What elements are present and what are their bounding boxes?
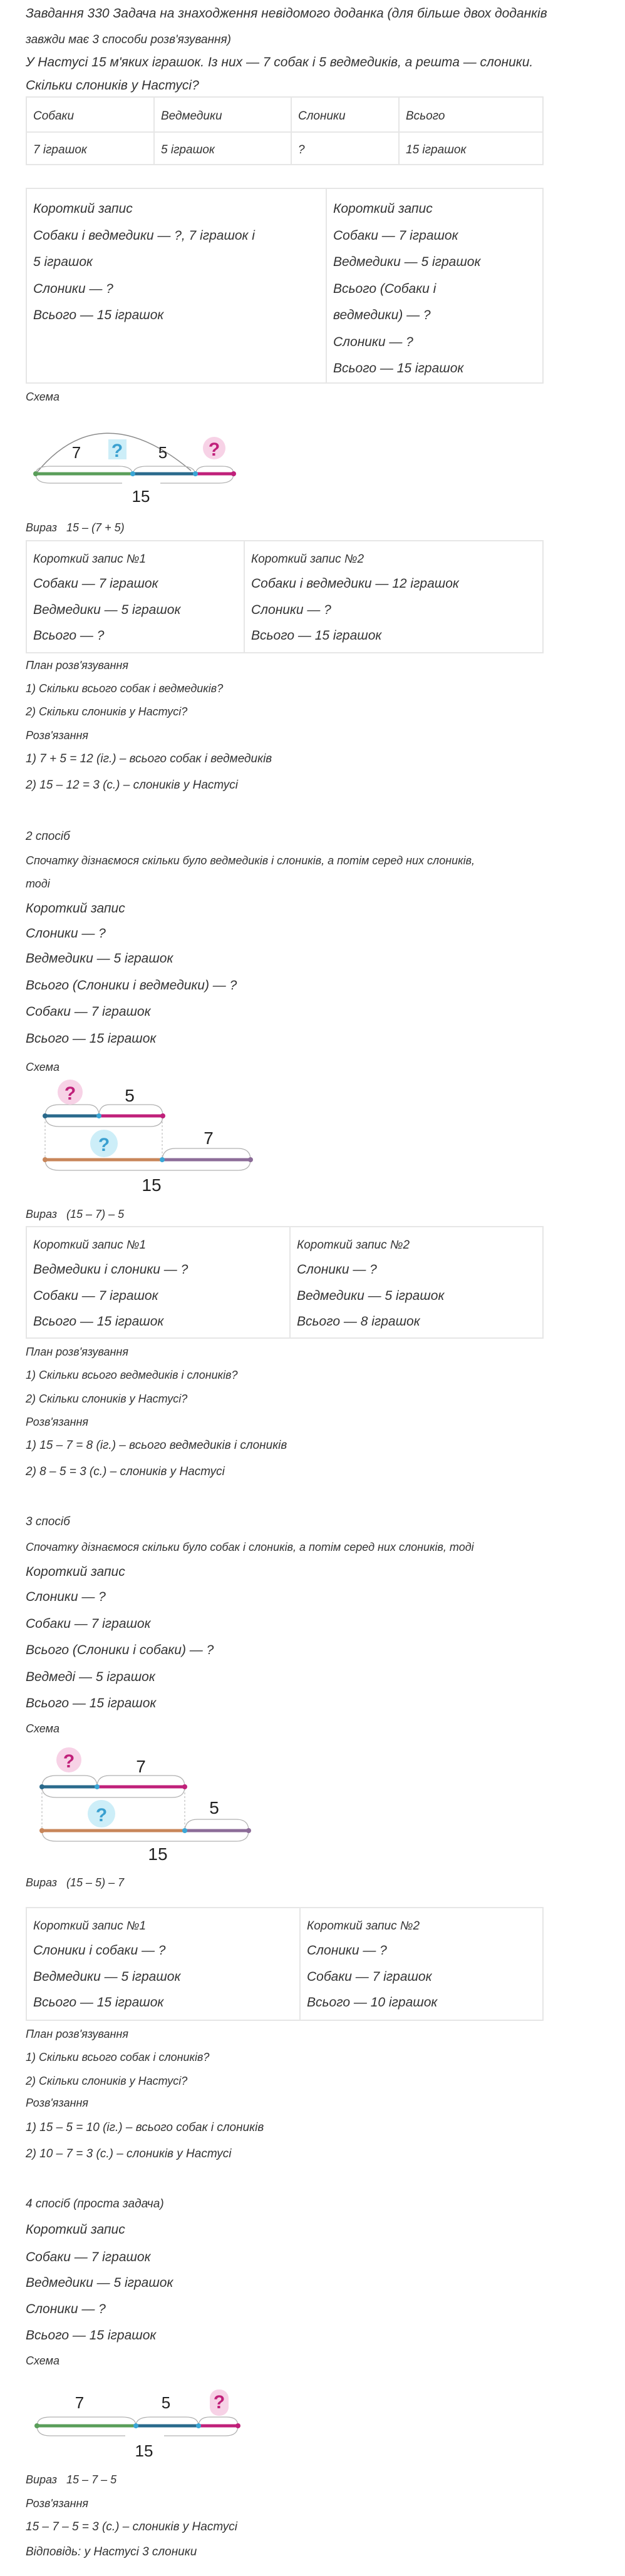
whole-label: 15 xyxy=(135,2441,153,2460)
whole-label: 15 xyxy=(148,1844,168,1864)
expression xyxy=(26,2472,116,2487)
note-line: Ведмедики і слоники — ? xyxy=(33,1262,189,1277)
note-line: Всього — 15 іграшок xyxy=(33,1995,164,2010)
note-line: Короткий запис xyxy=(26,1565,125,1579)
plan-step: 1) Скільки всього ведмедиків і слоників? xyxy=(26,1369,238,1381)
note-line: Собаки — 7 іграшок xyxy=(26,1617,151,1631)
table-cell: ? xyxy=(298,143,305,156)
note-line: Собаки — 7 іграшок xyxy=(333,228,458,243)
segment-scheme-4 xyxy=(0,2378,263,2466)
note-line: Всього — ? xyxy=(33,628,105,643)
note-line: Короткий запис №1 xyxy=(33,553,147,566)
segment-scheme-1 xyxy=(0,407,263,513)
note-line: Ведмедики — 5 іграшок xyxy=(33,603,181,617)
plan-step: 2) Скільки слоників у Настусі? xyxy=(26,705,188,718)
expression-value: 15 – 7 – 5 xyxy=(66,2473,117,2486)
note-line: Всього (Слоники і ведмедики) — ? xyxy=(26,978,237,993)
solution-step: 1) 15 – 7 = 8 (іг.) – всього ведмедиків і слоників xyxy=(26,1439,287,1452)
note-line: Собаки — 7 іграшок xyxy=(26,2250,151,2264)
note-line: Слоники — ? xyxy=(26,926,106,941)
short-notes-box xyxy=(26,188,544,384)
note-line: Ведмедики — 5 іграшок xyxy=(297,1289,445,1303)
table-cell: 7 іграшок xyxy=(33,143,87,156)
scheme-label: Схема xyxy=(26,1061,59,1073)
short-notes-table xyxy=(26,1226,544,1339)
table-cell: 15 іграшок xyxy=(406,143,467,156)
solution-label: Розв'язання xyxy=(26,729,89,742)
note-line: Слоники — ? xyxy=(333,335,413,349)
table-header: Ведмедики xyxy=(161,110,222,123)
note-line: Слоники — ? xyxy=(297,1262,377,1277)
note-line: Всього — 15 іграшок xyxy=(333,361,464,376)
table-header: Всього xyxy=(406,110,445,123)
note-line: Короткий запис №2 xyxy=(251,553,364,566)
expression xyxy=(26,1207,124,1222)
note-line: Всього — 10 іграшок xyxy=(307,1995,438,2010)
solution-label: Розв'язання xyxy=(26,2097,89,2109)
table-header: Собаки xyxy=(33,110,75,123)
short-notes-table xyxy=(26,1907,544,2021)
note-line: Ведмеді — 5 іграшок xyxy=(26,1670,155,1684)
note-line: 5 іграшок xyxy=(33,255,93,269)
task-title-continued: завжди має 3 способи розв'язування) xyxy=(26,33,231,46)
segment-label: 7 xyxy=(75,2393,85,2412)
plan-step: 2) Скільки слоників у Настусі? xyxy=(26,2075,188,2087)
expression-label: Вираз xyxy=(26,1876,58,1889)
method-title: 4 спосіб (проста задача) xyxy=(26,2197,164,2211)
note-line: Всього — 15 іграшок xyxy=(26,1031,157,1046)
unknown-mark: ? xyxy=(95,1805,108,1826)
unknown-mark: ? xyxy=(64,1083,76,1104)
segment-label: 5 xyxy=(209,1798,219,1817)
note-line: ведмедики) — ? xyxy=(333,308,431,322)
solution-step: 2) 10 – 7 = 3 (с.) – слоників у Настусі xyxy=(26,2147,232,2160)
expression-label: Вираз xyxy=(26,521,58,534)
segment-label: 7 xyxy=(71,443,81,462)
problem-question: Скільки слоників у Настусі? xyxy=(26,78,199,93)
solution-step: 2) 8 – 5 = 3 (с.) – слоників у Настусі xyxy=(26,1465,225,1478)
note-line: Всього — 15 іграшок xyxy=(33,1314,164,1329)
expression-label: Вираз xyxy=(26,1208,58,1220)
unknown-mark: ? xyxy=(208,439,220,460)
segment-label: 7 xyxy=(136,1757,146,1776)
note-line: Всього — 15 іграшок xyxy=(26,2328,157,2343)
expression xyxy=(26,520,125,535)
scheme-label: Схема xyxy=(26,391,59,403)
problem-text: У Настусі 15 м'яких іграшок. Із них — 7 собак і 5 ведмедиків, а решта — слоники. xyxy=(26,55,534,69)
table-cell: 5 іграшок xyxy=(161,143,215,156)
whole-label: 15 xyxy=(142,1175,162,1195)
unknown-mark: ? xyxy=(98,1135,110,1155)
note-line: Короткий запис xyxy=(26,2222,125,2237)
expression-value: (15 – 5) – 7 xyxy=(66,1876,125,1889)
note-line: Короткий запис №2 xyxy=(297,1239,410,1252)
expression-value: (15 – 7) – 5 xyxy=(66,1208,125,1220)
note-line: Всього (Собаки і xyxy=(333,282,436,296)
unknown-mark: ? xyxy=(111,441,123,461)
plan-label: План розв'язування xyxy=(26,1346,128,1358)
segment-label: 5 xyxy=(161,2393,171,2412)
method-title: 3 спосіб xyxy=(26,1515,70,1528)
solution-step: 2) 15 – 12 = 3 (с.) – слоників у Настусі xyxy=(26,779,239,792)
note-line: Слоники — ? xyxy=(251,603,331,617)
solution-label: Розв'язання xyxy=(26,2497,89,2510)
note-line: Всього — 15 іграшок xyxy=(33,308,164,322)
note-line: Короткий запис xyxy=(333,202,433,216)
note-line: Короткий запис №1 xyxy=(33,1239,147,1252)
note-line: Всього (Слоники і собаки) — ? xyxy=(26,1643,214,1657)
note-line: Собаки — 7 іграшок xyxy=(33,1289,158,1303)
plan-label: План розв'язування xyxy=(26,659,128,672)
note-line: Ведмедики — 5 іграшок xyxy=(33,1970,181,1984)
short-notes-table xyxy=(26,540,544,653)
plan-step: 1) Скільки всього собак і ведмедиків? xyxy=(26,682,224,695)
note-line: Всього — 15 іграшок xyxy=(251,628,382,643)
data-table xyxy=(26,96,544,165)
unknown-mark: ? xyxy=(213,2392,225,2413)
note-line: Короткий запис xyxy=(26,901,125,916)
note-line: Собаки і ведмедики — ?, 7 іграшок і xyxy=(33,228,255,243)
plan-step: 1) Скільки всього собак і слоників? xyxy=(26,2051,210,2063)
note-line: Собаки — 7 іграшок xyxy=(307,1970,432,1984)
expression xyxy=(26,1875,124,1890)
note-line: Слоники — ? xyxy=(26,2302,106,2316)
solution-step: 1) 7 + 5 = 12 (іг.) – всього собак і ведмедиків xyxy=(26,752,272,765)
note-line: Короткий запис xyxy=(33,202,133,216)
plan-label: План розв'язування xyxy=(26,2028,128,2040)
note-line: Собаки — 7 іграшок xyxy=(33,576,158,591)
method-intro: Спочатку дізнаємося скільки було собак і слоників, а потім серед них слоників, тоді xyxy=(26,1541,474,1553)
segment-label: 5 xyxy=(125,1086,135,1105)
solution-label: Розв'язання xyxy=(26,1416,89,1428)
unknown-mark: ? xyxy=(63,1751,75,1772)
segment-label: 5 xyxy=(158,443,168,462)
note-line: Собаки і ведмедики — 12 іграшок xyxy=(251,576,459,591)
note-line: Слоники — ? xyxy=(33,282,113,296)
segment-scheme-3 xyxy=(0,1740,276,1865)
segment-label: 7 xyxy=(204,1128,214,1148)
note-line: Всього — 15 іграшок xyxy=(26,1696,157,1710)
scheme-label: Схема xyxy=(26,2354,59,2367)
note-line: Слоники і собаки — ? xyxy=(33,1943,166,1958)
note-line: Короткий запис №2 xyxy=(307,1919,420,1933)
answer: Відповідь: у Настусі 3 слоники xyxy=(26,2545,197,2558)
plan-step: 2) Скільки слоників у Настусі? xyxy=(26,1393,188,1405)
method-intro: Спочатку дізнаємося скільки було ведмедиків і слоників, а потім серед них слоників, xyxy=(26,854,475,867)
note-line: Слоники — ? xyxy=(307,1943,387,1958)
solution-step: 15 – 7 – 5 = 3 (с.) – слоників у Настусі xyxy=(26,2520,237,2533)
method-intro: тоді xyxy=(26,877,50,890)
task-title: Завдання 330 Задача на знаходження невідомого доданка (для більше двох доданків xyxy=(26,6,547,21)
expression-value: 15 – (7 + 5) xyxy=(66,521,125,534)
segment-scheme-2 xyxy=(0,1076,276,1202)
whole-label: 15 xyxy=(132,487,150,506)
table-header: Слоники xyxy=(298,110,346,123)
solution-step: 1) 15 – 5 = 10 (іг.) – всього собак і слоників xyxy=(26,2121,264,2134)
note-line: Собаки — 7 іграшок xyxy=(26,1004,151,1019)
note-line: Ведмедики — 5 іграшок xyxy=(26,2276,173,2290)
method-title: 2 спосіб xyxy=(26,830,70,843)
note-line: Короткий запис №1 xyxy=(33,1919,147,1933)
scheme-label: Схема xyxy=(26,1722,59,1735)
note-line: Ведмедики — 5 іграшок xyxy=(26,951,173,966)
note-line: Всього — 8 іграшок xyxy=(297,1314,420,1329)
note-line: Слоники — ? xyxy=(26,1590,106,1604)
note-line: Ведмедики — 5 іграшок xyxy=(333,255,481,269)
expression-label: Вираз xyxy=(26,2473,58,2486)
